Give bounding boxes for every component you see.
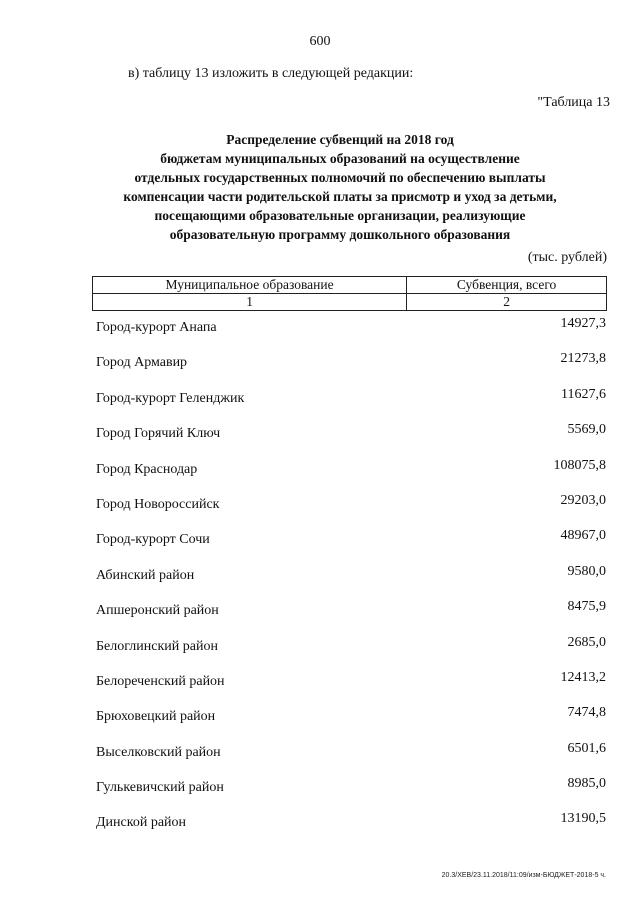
column-number-row: [93, 294, 607, 311]
header-subvention: Субвенция, всего: [407, 277, 607, 294]
table-row: [96, 669, 606, 709]
document-title: [60, 130, 620, 244]
subvention-value: 8985,0: [567, 776, 606, 792]
municipality-name: Белореченский район: [96, 673, 225, 689]
municipality-name: Динской район: [96, 815, 187, 831]
subvention-value: 108075,8: [553, 457, 606, 473]
table-row: [96, 599, 606, 638]
header-row: [93, 277, 607, 294]
table-row: [96, 811, 606, 850]
table-row: [96, 563, 606, 603]
subvention-value: 12413,2: [560, 669, 606, 685]
table-row: [96, 492, 606, 532]
table-row: [96, 351, 606, 390]
title-line: бюджетам муниципальных образований на осуществление: [160, 151, 520, 166]
column-number-1: 1: [93, 294, 407, 311]
municipality-name: Город-курорт Геленджик: [96, 390, 245, 406]
subvention-value: 48967,0: [560, 528, 606, 544]
subvention-value: 9580,0: [567, 563, 606, 579]
table-row: [96, 457, 606, 497]
municipality-name: Апшеронский район: [96, 603, 219, 619]
page-number: 600: [309, 34, 331, 49]
subvention-value: 2685,0: [567, 634, 606, 650]
table-body: [96, 316, 606, 851]
table-row: [96, 776, 606, 815]
title-line: отдельных государственных полномочий по обеспечению выплаты: [134, 170, 546, 185]
subvention-value: 5569,0: [567, 422, 606, 438]
municipality-name: Гулькевичский район: [96, 780, 224, 796]
title-line: компенсации части родительской платы за присмотр и уход за детьми,: [123, 189, 557, 204]
table-caption: "Таблица 13: [537, 95, 610, 110]
table-row: [96, 705, 606, 744]
table-row: [96, 422, 606, 461]
municipality-name: Город Новороссийск: [96, 496, 220, 512]
municipality-name: Абинский район: [96, 567, 195, 583]
municipality-name: Город-курорт Анапа: [96, 320, 217, 335]
title-line: образовательную программу дошкольного образования: [169, 227, 511, 242]
subvention-value: 7474,8: [567, 705, 606, 721]
footer-stamp: 20.3/ХЕВ/23.11.2018/11:09/изм-БЮДЖЕТ-2018-5 ч.: [441, 872, 606, 879]
municipality-name: Брюховецкий район: [96, 709, 216, 725]
column-number-2: 2: [407, 294, 607, 311]
table-row: [96, 634, 606, 674]
subvention-value: 6501,6: [567, 740, 606, 756]
table-row: [96, 740, 606, 780]
municipality-name: Выселковский район: [96, 744, 221, 760]
subvention-value: 8475,9: [567, 599, 606, 615]
municipality-name: Город Горячий Ключ: [96, 426, 221, 442]
municipality-name: Город Краснодар: [96, 461, 198, 477]
subvention-value: 11627,6: [561, 386, 606, 402]
units-label: (тыс. рублей): [527, 250, 607, 265]
subvention-value: 21273,8: [560, 351, 606, 367]
table-row: [96, 316, 606, 355]
table-row: [96, 386, 606, 426]
subvention-value: 29203,0: [560, 492, 606, 508]
subvention-value: 13190,5: [560, 811, 606, 827]
subvention-value: 14927,3: [560, 316, 606, 331]
table-row: [96, 528, 606, 567]
municipality-name: Город Армавир: [96, 355, 188, 371]
municipality-name: Белоглинский район: [96, 638, 218, 654]
header-municipality: Муниципальное образование: [93, 277, 407, 294]
municipality-name: Город-курорт Сочи: [96, 532, 210, 548]
intro-text: в) таблицу 13 изложить в следующей редакции:: [128, 66, 414, 81]
title-line: посещающими образовательные организации, реализующие: [154, 208, 526, 223]
title-line: Распределение субвенций на 2018 год: [226, 132, 454, 147]
table-header: [92, 276, 607, 311]
